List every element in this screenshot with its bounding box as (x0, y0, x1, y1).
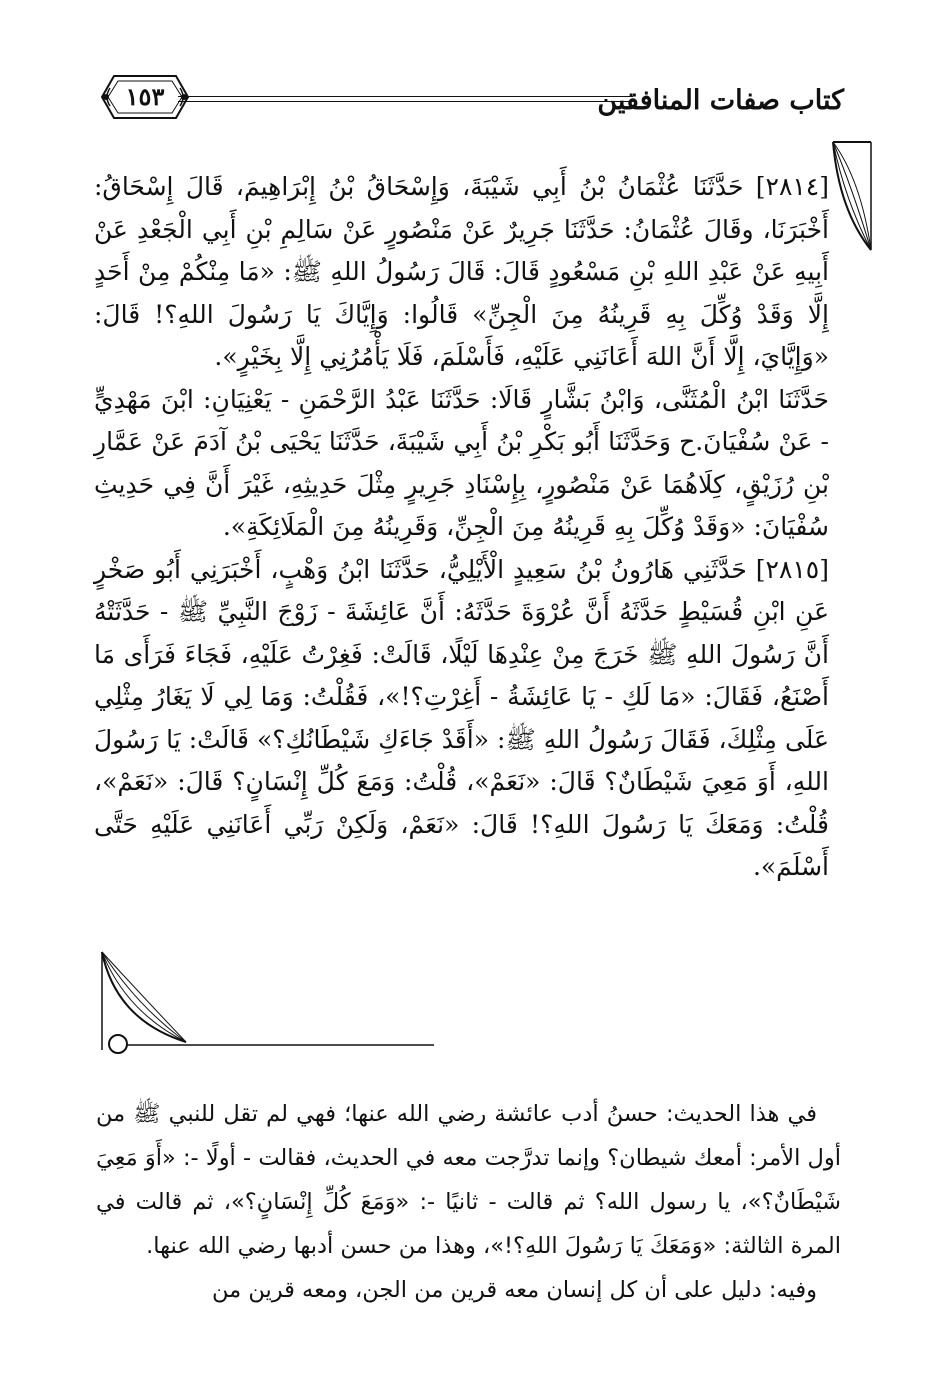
commentary-text: في هذا الحديث: حسنُ أدب عائشة رضي الله عنها؛ فهي لم تقل للنبي ﷺ من أول الأمر: أمعك شيطان؟ وإنما تدرَّجت معه في الحديث، فقالت - أولًا -: «أَوَ مَعِيَ شَيْطَانٌ؟»، يا رسول الله؟ ثم قالت - ثانيًا -: «وَمَعَ كُلِّ إِنْسَانٍ؟»، ثم قالت في المرة الثالثة: «وَمَعَكَ يَا رَسُولَ اللهِ؟!»، وهذا من حسن أدبها رضي الله عنها. (96, 1101, 841, 1259)
commentary-text: وفيه: دليل على أن كل إنسان معه قرين من الجن، ومعه قرين من (211, 1277, 817, 1303)
page-number-badge (100, 68, 190, 126)
header-rule-double (178, 101, 633, 102)
commentary-paragraph (96, 1268, 841, 1312)
frame-corner-top-right (831, 140, 881, 255)
hadith-paragraph: حَدَّثَنَا ابْنُ الْمُثَنَّى، وَابْنُ بَشَّارٍ قَالَا: حَدَّثَنَا عَبْدُ الرَّحْمَنِ - يَعْنِيَانِ: ابْنَ مَهْدِيٍّ - عَنْ سُفْيَانَ.ح وَحَدَّثَنَا أَبُو بَكْرِ بْنُ أَبِي شَيْبَةَ، حَدَّثَنَا يَحْيَى بْنُ آدَمَ عَنْ عَمَّارِ بْنِ رُزَيْقٍ، كِلَاهُمَا عَنْ مَنْصُورٍ، بِإِسْنَادِ جَرِيرٍ مِثْلَ حَدِيثِهِ، غَيْرَ أَنَّ فِي حَدِيثِ سُفْيَانَ: «وَقَدْ وُكِّلَ بِهِ قَرِينُهُ مِنَ الْجِنِّ، وَقَرِينُهُ مِنَ الْمَلَائِكَةِ». (94, 384, 829, 541)
running-title: كتاب صفات المنافقين (597, 85, 844, 116)
commentary-block (96, 1092, 841, 1347)
page-number: ١٥٣ (125, 82, 165, 111)
hadith-paragraph: [٢٨١٥] حَدَّثَنِي هَارُونُ بْنُ سَعِيدٍ الْأَيْلِيُّ، حَدَّثَنَا ابْنُ وَهْبٍ، أَخْبَرَنِي أَبُو صَخْرٍ عَنِ ابْنِ قُسَيْطٍ حَدَّثَهُ أَنَّ عُرْوَةَ حَدَّثَهُ: أَنَّ عَائِشَةَ - زَوْجَ النَّبِيِّ ﷺ - حَدَّثَتْهُ أَنَّ رَسُولَ اللهِ ﷺ خَرَجَ مِنْ عِنْدِهَا لَيْلًا، قَالَتْ: فَغِرْتُ عَلَيْهِ، فَجَاءَ فَرَأَى مَا أَصْنَعُ، فَقَالَ: «مَا لَكِ - يَا عَائِشَةُ - أَغِرْتِ؟!»، فَقُلْتُ: وَمَا لِي لَا يَغَارُ مِثْلِي عَلَى مِثْلِكَ، فَقَالَ رَسُولُ اللهِ ﷺ: «أَقَدْ جَاءَكِ شَيْطَانُكِ؟» قَالَتْ: يَا رَسُولَ اللهِ، أَوَ مَعِيَ شَيْطَانٌ؟ قَالَ: «نَعَمْ»، قُلْتُ: وَمَعَ كُلِّ إِنْسَانٍ؟ قَالَ: «نَعَمْ»، قُلْتُ: وَمَعَكَ يَا رَسُولَ اللهِ؟! قَالَ: «نَعَمْ، وَلَكِنْ رَبِّي أَعَانَنِي عَلَيْهِ حَتَّى أَسْلَمَ». (94, 554, 829, 881)
hadith-text-block (94, 166, 829, 1036)
hadith-paragraph: [٢٨١٤] حَدَّثَنَا عُثْمَانُ بْنُ أَبِي شَيْبَةَ، وَإِسْحَاقُ بْنُ إِبْرَاهِيمَ، قَالَ إِسْحَاقُ: أَخْبَرَنَا، وقَالَ عُثْمَانُ: حَدَّثَنَا جَرِيرٌ عَنْ مَنْصُورٍ عَنْ سَالِمِ بْنِ أَبِي الْجَعْدِ عَنْ أَبِيهِ عَنْ عَبْدِ اللهِ بْنِ مَسْعُودٍ قَالَ: قَالَ رَسُولُ اللهِ ﷺ: «مَا مِنْكُمْ مِنْ أَحَدٍ إِلَّا وَقَدْ وُكِّلَ بِهِ قَرِينُهُ مِنَ الْجِنِّ» قَالُوا: وَإِيَّاكَ يَا رَسُولَ اللهِ؟! قَالَ: «وَإِيَّايَ، إِلَّا أَنَّ اللهَ أَعَانَنِي عَلَيْهِ، فَأَسْلَمَ، فَلَا يَأْمُرُنِي إِلَّا بِخَيْرٍ». (94, 172, 829, 371)
header-rule (178, 96, 633, 97)
frame-corner-icon (831, 140, 881, 255)
commentary-paragraph (96, 1092, 841, 1268)
